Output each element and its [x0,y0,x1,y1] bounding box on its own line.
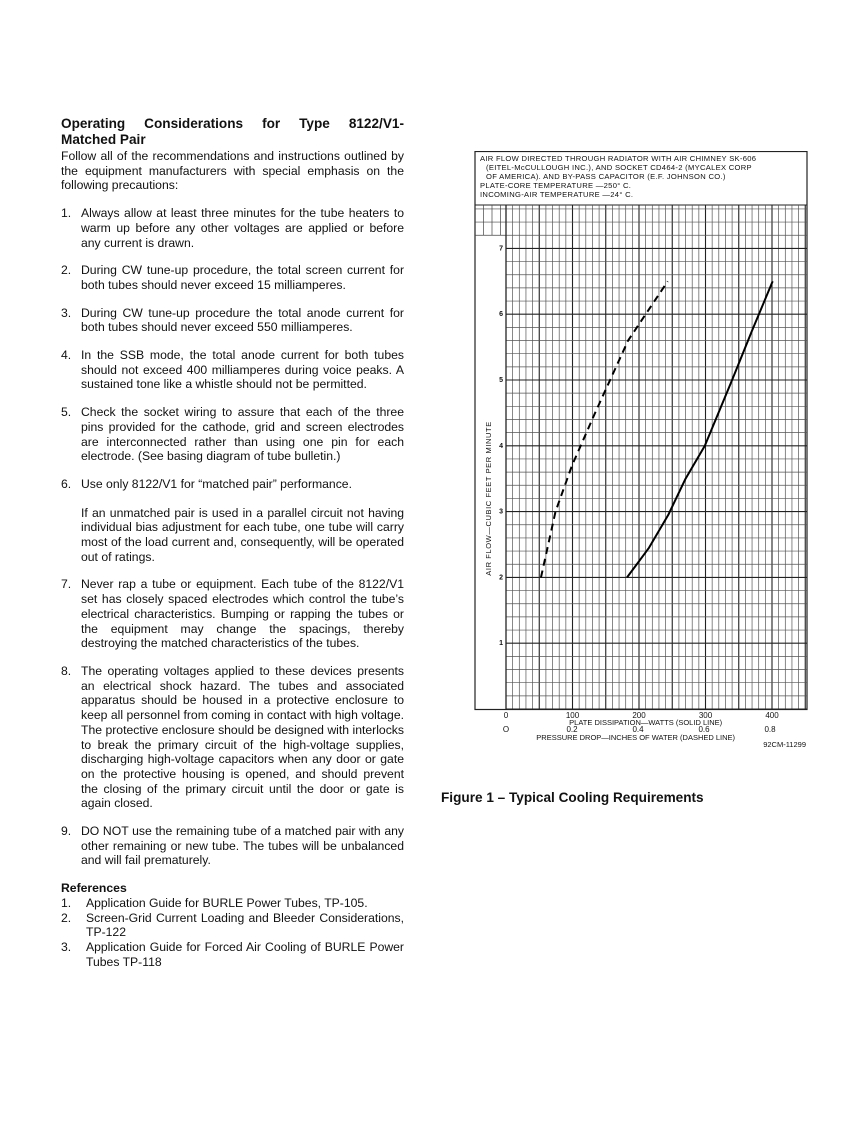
x2-tick-label: 0.6 [698,725,710,734]
precaution-body [81,824,404,868]
y-axis-label: AIR FLOW—CUBIC FEET PER MINUTE [484,421,493,576]
reference-number: 3. [61,939,72,954]
title-word: 8122/V1- [348,116,404,131]
precaution-text: If an unmatched pair is used in a parallel circuit not having individual bias adjustment for each tube, one tube will carry most of the load current and, consequently, will be operated out of ratings. [81,505,404,564]
precaution-body [81,263,404,292]
precaution-text: Use only 8122/V1 for “matched pair” performance. [81,476,352,491]
reference-text: Application Guide for BURLE Power Tubes, TP-105. [86,895,368,910]
precaution-item [61,348,404,392]
precaution-text: During CW tune-up procedure the total anode current for both tubes should never exceed 550 milliamperes. [81,305,404,335]
figure-code: 92CM-11299 [763,740,806,749]
chart-header-line: PLATE-CORE TEMPERATURE —250° C. [480,181,632,190]
reference-number: 2. [61,910,72,925]
y-tick-label: 6 [499,311,503,319]
section-title-line1 [61,116,404,132]
precaution-item [61,206,404,250]
precaution-body [81,306,404,335]
precaution-number: 2. [61,263,72,278]
precaution-item [61,664,404,811]
reference-item [61,896,404,911]
precaution-text: During CW tune-up procedure, the total screen current for both tubes should never exceed 15 milliamperes. [81,263,404,292]
chart-header-line: AIR FLOW DIRECTED THROUGH RADIATOR WITH AIR CHIMNEY SK-606 [480,154,757,163]
precaution-number: 1. [61,206,72,221]
x-axis-label: PLATE DISSIPATION—WATTS (SOLID LINE) [569,718,723,727]
precaution-body [81,348,404,392]
title-word: Operating [61,116,126,131]
precautions-list [61,206,404,868]
reference-number: 1. [61,895,72,910]
references-list [61,896,404,970]
precaution-item [61,824,404,868]
precaution-item [61,263,404,292]
precaution-number: 7. [61,577,72,592]
reference-item [61,911,404,940]
precaution-number: 4. [61,348,72,363]
precaution-text: Check the socket wiring to assure that each of the three pins provided for the cathode, grid and screen electrodes are interconnected rather than using one pin for each electrode. (See basing diagram of tube bulletin.) [81,405,404,464]
section-title-line2: Matched Pair [61,132,146,147]
x2-tick-label: 0.8 [764,725,776,734]
precaution-item [61,405,404,464]
y-tick-label: 4 [499,442,503,450]
precaution-number: 8. [61,663,72,678]
y-tick-label: 1 [499,640,503,648]
precaution-body [81,477,404,565]
x2-tick-label: 0.4 [632,725,644,734]
title-word: Considerations [144,116,244,131]
cooling-chart-figure [474,151,809,751]
x-tick-label: 0 [503,711,509,720]
text-column [61,116,404,969]
precaution-body [81,206,404,250]
precaution-text: The operating voltages applied to these devices presents an electrical shock hazard. The tubes and associated apparatus should be housed in a protective enclosure to keep all personnel from coming in contact with high voltage. The protective enclosure should be designed with interlocks to break the primary circuit of the high-voltage supplies, discharging high-voltage capacitors when any door or gate on the protective housing is opened, and should prevent the closing of the primary circuit until the door or gate is again closed. [81,663,404,811]
x-tick-label: 400 [765,711,779,720]
x-tick-label: 100 [565,711,580,720]
precaution-item [61,477,404,565]
title-word: Type [299,116,330,131]
x2-tick-label: 0.2 [566,725,578,734]
y-tick-label: 2 [499,574,503,582]
x2-tick-label: O [502,725,510,734]
reference-text: Screen-Grid Current Loading and Bleeder Considerations, TP-122 [86,910,404,940]
reference-text: Application Guide for Forced Air Cooling of BURLE Power Tubes TP-118 [86,939,404,969]
y-tick-label: 5 [499,377,503,384]
precaution-number: 9. [61,824,72,839]
x2-axis-label: PRESSURE DROP—INCHES OF WATER (DASHED LINE) [536,733,736,742]
x-tick-label: 300 [698,711,713,720]
precaution-text: DO NOT use the remaining tube of a matched pair with any other remaining or new tube. The tubes will be unbalanced and will fail prematurely. [81,824,404,868]
chart-header-line: INCOMING-AIR TEMPERATURE —24° C. [480,190,634,199]
precaution-number: 3. [61,305,72,320]
title-word: for [262,116,281,131]
references-section [61,881,404,969]
precaution-body [81,664,404,811]
y-tick-label: 7 [499,245,503,253]
references-heading: References [61,881,127,896]
precaution-body [81,577,404,651]
x-tick-label: 200 [632,711,646,720]
precaution-item [61,306,404,335]
precaution-number: 6. [61,476,72,491]
figure-caption: Figure 1 – Typical Cooling Requirements [441,790,704,805]
reference-item [61,940,404,969]
y-tick-label: 3 [499,508,503,516]
intro-paragraph: Follow all of the recommendations and instructions outlined by the equipment manufacturers with special emphasis on the following precautions: [61,149,404,193]
precaution-text: In the SSB mode, the total anode current for both tubes should not exceed 400 milliamperes during voice peaks. A sustained tone like a whistle should not be permitted. [81,348,404,392]
precaution-body [81,405,404,464]
section-title [61,116,404,148]
precaution-text: Always allow at least three minutes for the tube heaters to warm up before any other voltages are applied or before any current is drawn. [81,206,404,250]
precaution-item [61,577,404,651]
precaution-number: 5. [61,405,72,420]
chart-header-line: OF AMERICA). AND BY-PASS CAPACITOR (E.F. JOHNSON CO.) [486,172,726,181]
precaution-text: Never rap a tube or equipment. Each tube of the 8122/V1 set has closely spaced electrodes which control the tube’s electrical characteristics. Bumping or rapping the tubes or the equipment may change the spacings, thereby destroying the matched characteristics of the tubes. [81,577,404,651]
chart-header-line: (EITEL-McCULLOUGH INC.), AND SOCKET CD464-2 (MYCALEX CORP [486,163,752,172]
cooling-chart [474,151,809,751]
